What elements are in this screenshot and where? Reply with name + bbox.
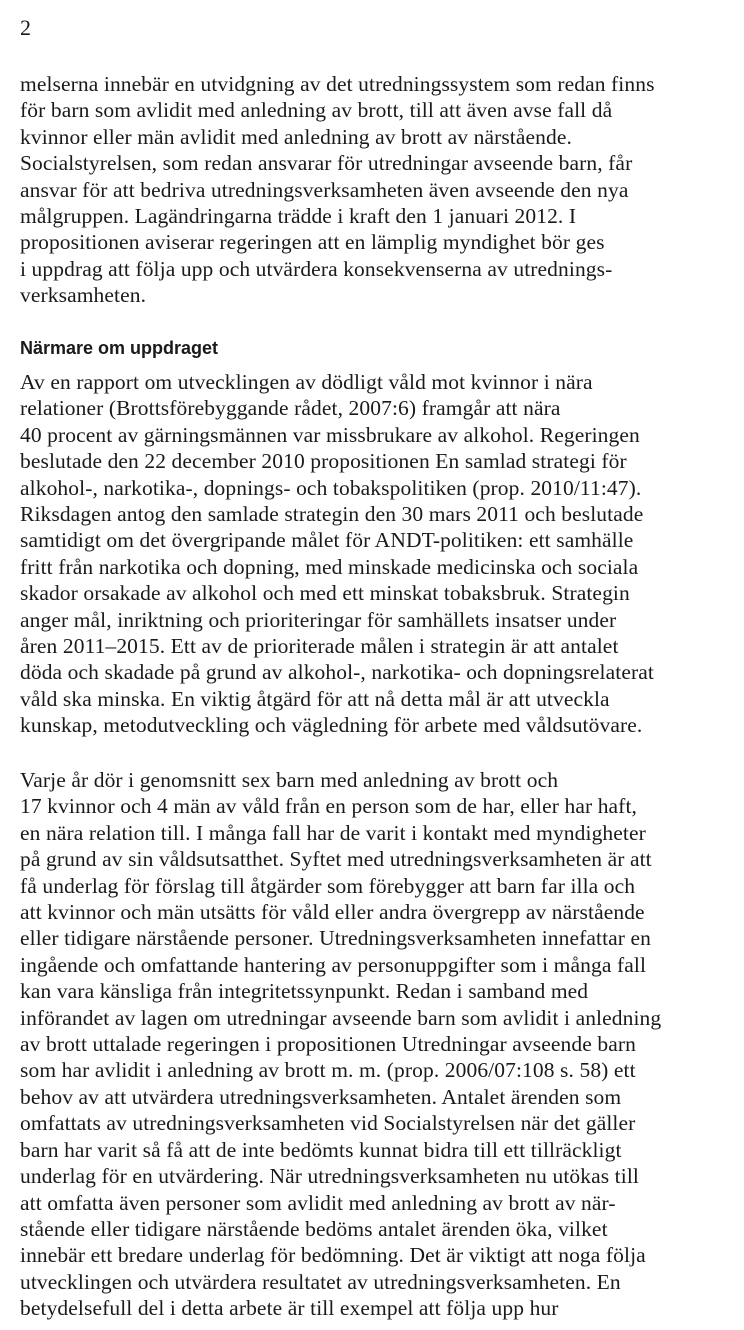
text-line: döda och skadade på grund av alkohol-, narkotika- och dopningsrelaterat <box>20 660 654 685</box>
text-line: av brott uttalade regeringen i propositionen Utredningar avseende barn <box>20 1032 636 1057</box>
text-line: på grund av sin våldsutsatthet. Syftet med utredningsverksamheten är att <box>20 847 652 872</box>
text-line: Riksdagen antog den samlade strategin den 30 mars 2011 och beslutade <box>20 502 644 527</box>
text-line: ingående och omfattande hantering av personuppgifter som i många fall <box>20 952 647 977</box>
text-line: kan vara känsliga från integritetssynpunkt. Redan i samband med <box>20 979 589 1004</box>
text-line: införandet av lagen om utredningar avseende barn som avlidit i anledning <box>20 1005 662 1030</box>
text-line: Socialstyrelsen, som redan ansvarar för utredningar avseende barn, får <box>20 151 633 176</box>
page-number: 2 <box>20 15 31 40</box>
text-line: få underlag för förslag till åtgärder som förebygger att barn far illa och <box>20 873 636 898</box>
text-line: stående eller tidigare närstående bedöms antalet ärenden öka, vilket <box>20 1216 608 1241</box>
section-heading: Närmare om uppdraget <box>20 338 219 358</box>
text-line: att kvinnor och män utsätts för våld eller andra övergrepp av närstående <box>20 900 645 925</box>
text-line: skador orsakade av alkohol och med ett minskat tobaksbruk. Strategin <box>20 581 630 606</box>
text-line: 40 procent av gärningsmännen var missbrukare av alkohol. Regeringen <box>20 422 640 447</box>
text-line: behov av att utvärdera utredningsverksamheten. Antalet ärenden som <box>20 1084 622 1109</box>
text-line: kvinnor eller män avlidit med anledning av brott av närstående. <box>20 124 572 149</box>
text-line: relationer (Brottsförebyggande rådet, 2007:6) framgår att nära <box>20 396 561 421</box>
text-line: anger mål, inriktning och prioriteringar för samhällets insatser under <box>20 607 617 632</box>
text-line: utvecklingen och utvärdera resultatet av utredningsverksamheten. En <box>20 1269 621 1294</box>
paragraph-intro <box>20 71 720 309</box>
text-line: underlag för en utvärdering. När utredningsverksamheten nu utökas till <box>20 1164 639 1189</box>
paragraph-purpose <box>20 767 720 1322</box>
text-line: betydelsefull del i detta arbete är till exempel att följa upp hur <box>20 1296 559 1321</box>
text-line: åren 2011–2015. Ett av de prioriterade målen i strategin är att antalet <box>20 634 619 659</box>
text-line: en nära relation till. I många fall har de varit i kontakt med myndigheter <box>20 820 646 845</box>
text-line: målgruppen. Lagändringarna trädde i kraft den 1 januari 2012. I <box>20 204 577 229</box>
text-line: verksamheten. <box>20 283 147 308</box>
text-line: 17 kvinnor och 4 män av våld från en person som de har, eller har haft, <box>20 794 637 819</box>
text-line: samtidigt om det övergripande målet för ANDT-politiken: ett samhälle <box>20 528 634 553</box>
text-line: eller tidigare närstående personer. Utredningsverksamheten innefattar en <box>20 926 652 951</box>
text-line: som har avlidit i anledning av brott m. m. (prop. 2006/07:108 s. 58) ett <box>20 1058 636 1083</box>
text-line: propositionen aviserar regeringen att en lämplig myndighet bör ges <box>20 230 605 255</box>
text-line: Av en rapport om utvecklingen av dödligt våld mot kvinnor i nära <box>20 370 593 394</box>
text-line: beslutade den 22 december 2010 propositionen En samlad strategi för <box>20 449 627 474</box>
text-line: ansvar för att bedriva utredningsverksamheten även avseende den nya <box>20 177 629 202</box>
text-line: i uppdrag att följa upp och utvärdera konsekvenserna av utrednings- <box>20 256 613 281</box>
paragraph-background <box>20 369 720 739</box>
text-line: fritt från narkotika och dopning, med minskade medicinska och sociala <box>20 554 639 579</box>
text-line: innebär ett bredare underlag för bedömning. Det är viktigt att noga följa <box>20 1243 646 1268</box>
text-line: barn har varit så få att de inte bedömts kunnat bidra till ett tillräckligt <box>20 1137 622 1162</box>
text-line: våld ska minska. En viktig åtgärd för att nå detta mål är att utveckla <box>20 686 610 711</box>
text-line: omfattats av utredningsverksamheten vid Socialstyrelsen när det gäller <box>20 1111 636 1136</box>
text-line: alkohol-, narkotika-, dopnings- och tobakspolitiken (prop. 2010/11:47). <box>20 475 642 500</box>
text-line: kunskap, metodutveckling och vägledning för arbete med våldsutövare. <box>20 713 643 738</box>
text-line: Varje år dör i genomsnitt sex barn med anledning av brott och <box>20 768 559 792</box>
text-line: melserna innebär en utvidgning av det utredningssystem som redan finns <box>20 72 655 96</box>
text-line: för barn som avlidit med anledning av brott, till att även avse fall då <box>20 98 613 123</box>
text-line: att omfatta även personer som avlidit med anledning av brott av när- <box>20 1190 616 1215</box>
